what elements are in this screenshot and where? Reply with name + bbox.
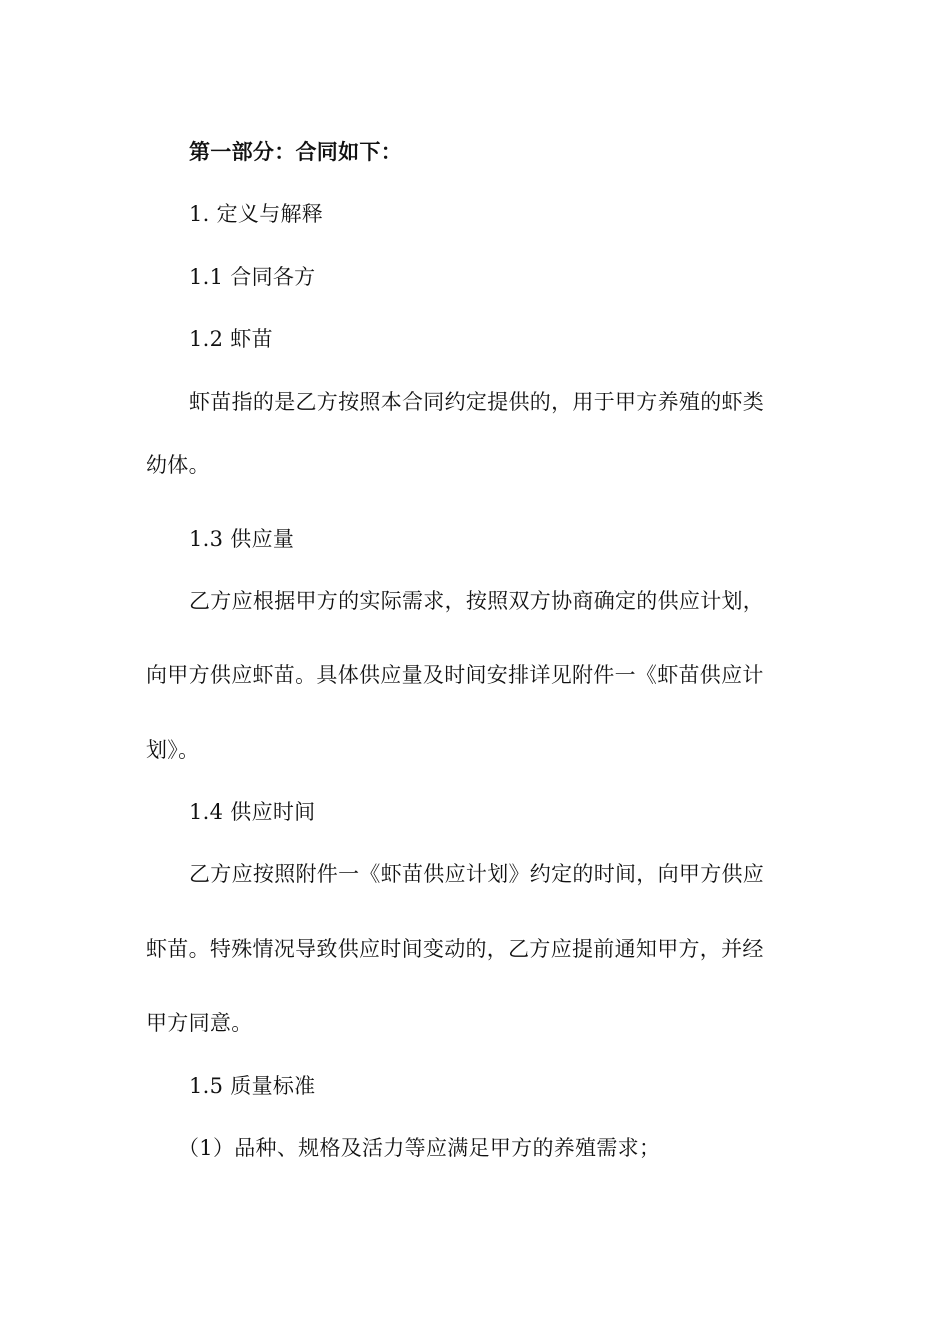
paragraph-line: 幼体。 [146,453,210,477]
paragraph-line: 虾苗指的是乙方按照本合同约定提供的，用于甲方养殖的虾类 [189,390,765,414]
paragraph-line: 乙方应根据甲方的实际需求，按照双方协商确定的供应计划， [189,589,765,613]
subsection-title: 1.1 合同各方 [189,265,316,289]
subsection-title: 1.3 供应量 [189,527,295,551]
paragraph-line: 乙方应按照附件一《虾苗供应计划》约定的时间，向甲方供应 [189,862,765,886]
part-heading: 第一部分：合同如下： [189,140,402,164]
paragraph-line: 甲方同意。 [146,1011,253,1035]
subsection-title: 1.2 虾苗 [189,327,273,351]
paragraph-line: 划》。 [146,738,200,762]
list-item: （1）品种、规格及活力等应满足甲方的养殖需求； [178,1136,661,1160]
section-title: 1. 定义与解释 [189,202,324,226]
paragraph-line: 虾苗。特殊情况导致供应时间变动的，乙方应提前通知甲方，并经 [146,937,764,961]
paragraph-line: 向甲方供应虾苗。具体供应量及时间安排详见附件一《虾苗供应计 [146,663,764,687]
subsection-title: 1.5 质量标准 [189,1074,316,1098]
subsection-title: 1.4 供应时间 [189,800,316,824]
